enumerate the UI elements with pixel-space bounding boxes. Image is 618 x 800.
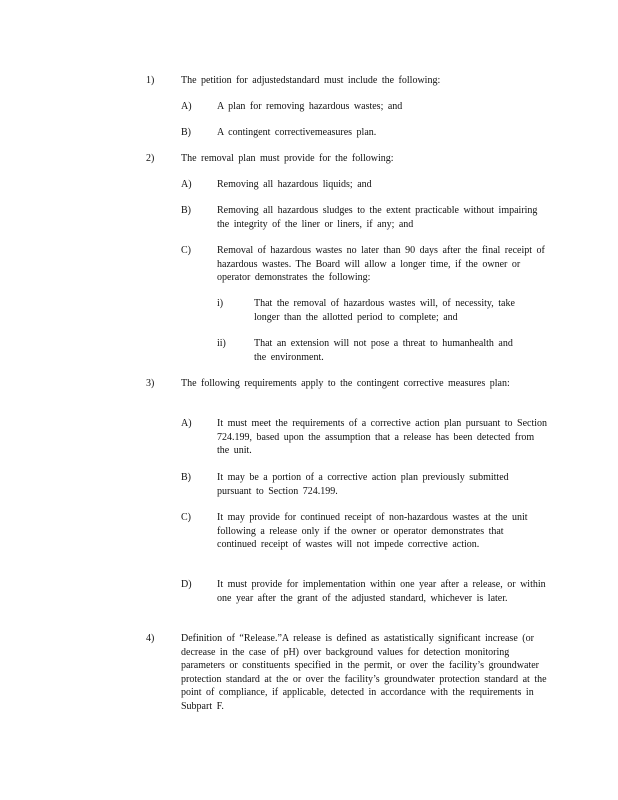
item-1-b-text: A contingent correctivemeasures plan. bbox=[217, 127, 377, 138]
item-3-a-text: It must meet the requirements of a corrective action plan pursuant to Section 724.199, based upon the assumption that a release has been detected from the unit. bbox=[217, 418, 548, 456]
item-2-text: The removal plan must provide for the following: bbox=[181, 153, 394, 164]
item-3-c-label: C) bbox=[181, 512, 191, 523]
item-3-text: The following requirements apply to the contingent corrective measures plan: bbox=[181, 378, 510, 389]
item-2-label: 2) bbox=[146, 153, 155, 164]
item-3-c-text: It may provide for continued receipt of non-hazardous wastes at the unit following a release only if the owner or operator demonstrates that continued receipt of wastes will not impede corrective action. bbox=[217, 512, 528, 550]
item-2-a-text: Removing all hazardous liquids; and bbox=[217, 179, 372, 190]
item-4-text: Definition of “Release.”A release is defined as astatistically significant increase (or decrease in the case of pH) over background values for detection monitoring parameters or constituents specified in the permit, or over the facility’s groundwater protection standard at the or over the facility’s groundwater protection standard at the point of compliance, if applicable, detected in accordance with the requirements in Subpart F. bbox=[181, 633, 547, 712]
item-2-c-ii-label: ii) bbox=[217, 338, 226, 349]
item-2-c-i-label: i) bbox=[217, 298, 224, 309]
item-3-b-text: It may be a portion of a corrective action plan previously submitted pursuant to Section 724.199. bbox=[217, 472, 509, 497]
item-3-a-label: A) bbox=[181, 418, 192, 429]
item-3-b-label: B) bbox=[181, 472, 191, 483]
item-2-b-text: Removing all hazardous sludges to the extent practicable without impairing the integrity of the liner or liners, if any; and bbox=[217, 205, 538, 230]
item-1-a-label: A) bbox=[181, 101, 192, 112]
item-4-label: 4) bbox=[146, 633, 155, 644]
item-3-d-label: D) bbox=[181, 579, 192, 590]
item-2-c-i-text: That the removal of hazardous wastes will, of necessity, take longer than the allotted period to complete; and bbox=[254, 298, 515, 323]
item-2-c-text: Removal of hazardous wastes no later than 90 days after the final receipt of hazardous wastes. The Board will allow a longer time, if the owner or operator demonstrates the following: bbox=[217, 245, 545, 283]
item-2-b-label: B) bbox=[181, 205, 191, 216]
item-1-a-text: A plan for removing hazardous wastes; and bbox=[217, 101, 403, 112]
item-2-a-label: A) bbox=[181, 179, 192, 190]
item-2-c-ii-text: That an extension will not pose a threat to humanhealth and the environment. bbox=[254, 338, 513, 363]
item-2-c-label: C) bbox=[181, 245, 191, 256]
item-1-b-label: B) bbox=[181, 127, 191, 138]
item-3-d-text: It must provide for implementation within one year after a release, or within one year after the grant of the adjusted standard, whichever is later. bbox=[217, 579, 546, 604]
item-1-text: The petition for adjustedstandard must include the following: bbox=[181, 75, 441, 86]
item-3-label: 3) bbox=[146, 378, 155, 389]
item-1-label: 1) bbox=[146, 75, 155, 86]
